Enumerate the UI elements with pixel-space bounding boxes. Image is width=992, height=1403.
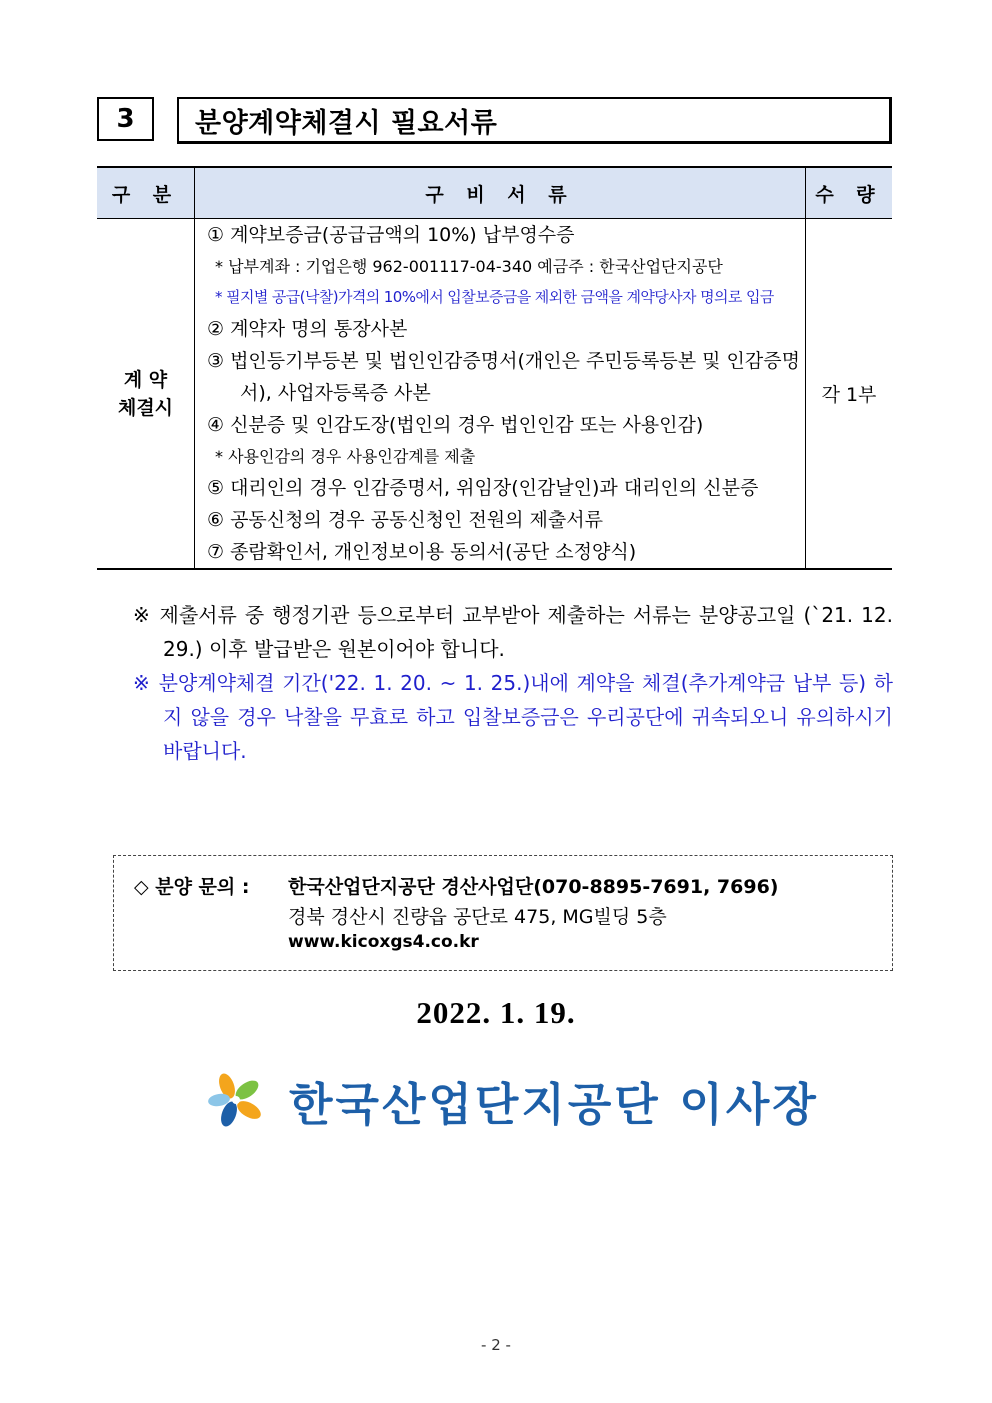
document-date: 2022. 1. 19. <box>416 995 576 1030</box>
contact-box <box>113 855 893 971</box>
header-quantity: 수 량 <box>806 167 893 219</box>
header-category: 구 분 <box>97 167 195 219</box>
remark-contract-period: ※ 분양계약체결 기간('22. 1. 20. ~ 1. 25.)내에 계약을 체결(추가계약금 납부 등) 하지 않을 경우 낙찰을 무효로 하고 입찰보증금은 우리공단에 귀속되오니 유의하시기 바랍니다. <box>133 671 893 763</box>
section-number: 3 <box>97 97 154 141</box>
doc-note-account: * 납부계좌 : 기업은행 962-001117-04-340 예금주 : 한국산업단지공단 <box>215 257 723 276</box>
contact-office: 한국산업단지공단 경산사업단(070-8895-7691, 7696) <box>288 876 779 898</box>
doc-item-7: ⑦ 종람확인서, 개인정보이용 동의서(공단 소정양식) <box>207 541 637 563</box>
quantity-cell: 각 1부 <box>806 219 893 570</box>
organization-name: 한국산업단지공단 이사장 <box>289 1077 819 1131</box>
doc-item-3: ③ 법인등기부등본 및 법인인감증명서(개인은 주민등록등본 및 인감증명서), 사업자등록증 사본 <box>207 350 800 404</box>
organization-signature <box>205 1065 819 1135</box>
contact-label: ◇ 분양 문의 : <box>134 876 250 898</box>
doc-item-6: ⑥ 공동신청의 경우 공동신청인 전원의 제출서류 <box>207 509 603 531</box>
doc-item-2: ② 계약자 명의 통장사본 <box>207 318 408 340</box>
kicox-pinwheel-logo-icon <box>205 1072 267 1128</box>
contact-website: www.kicoxgs4.co.kr <box>288 932 479 952</box>
page-number: - 2 - <box>481 1336 511 1354</box>
doc-item-5: ⑤ 대리인의 경우 인감증명서, 위임장(인감날인)과 대리인의 신분증 <box>207 477 759 499</box>
doc-item-1: ① 계약보증금(공급금액의 10%) 납부영수증 <box>207 224 575 246</box>
required-documents-table <box>97 166 892 570</box>
table-header-row <box>97 167 892 219</box>
section-title: 분양계약체결시 필요서류 <box>177 97 892 144</box>
category-line1: 계 약 <box>123 368 168 391</box>
remarks <box>133 598 893 768</box>
category-cell <box>97 219 195 570</box>
doc-item-4: ④ 신분증 및 인감도장(법인의 경우 법인인감 또는 사용인감) <box>207 414 704 436</box>
table-row <box>97 219 892 570</box>
header-documents: 구 비 서 류 <box>195 167 806 219</box>
contact-address: 경북 경산시 진량읍 공단로 475, MG빌딩 5층 <box>288 906 667 928</box>
category-line2: 체결시 <box>117 396 174 419</box>
doc-note-seal: * 사용인감의 경우 사용인감계를 제출 <box>215 447 476 466</box>
remark-original-documents: ※ 제출서류 중 행정기관 등으로부터 교부받아 제출하는 서류는 분양공고일 (`21. 12. 29.) 이후 발급받은 원본이어야 합니다. <box>133 603 893 661</box>
doc-note-deposit: * 필지별 공급(낙찰)가격의 10%에서 입찰보증금을 제외한 금액을 계약당사자 명의로 입금 <box>215 288 774 306</box>
documents-cell <box>195 219 806 570</box>
